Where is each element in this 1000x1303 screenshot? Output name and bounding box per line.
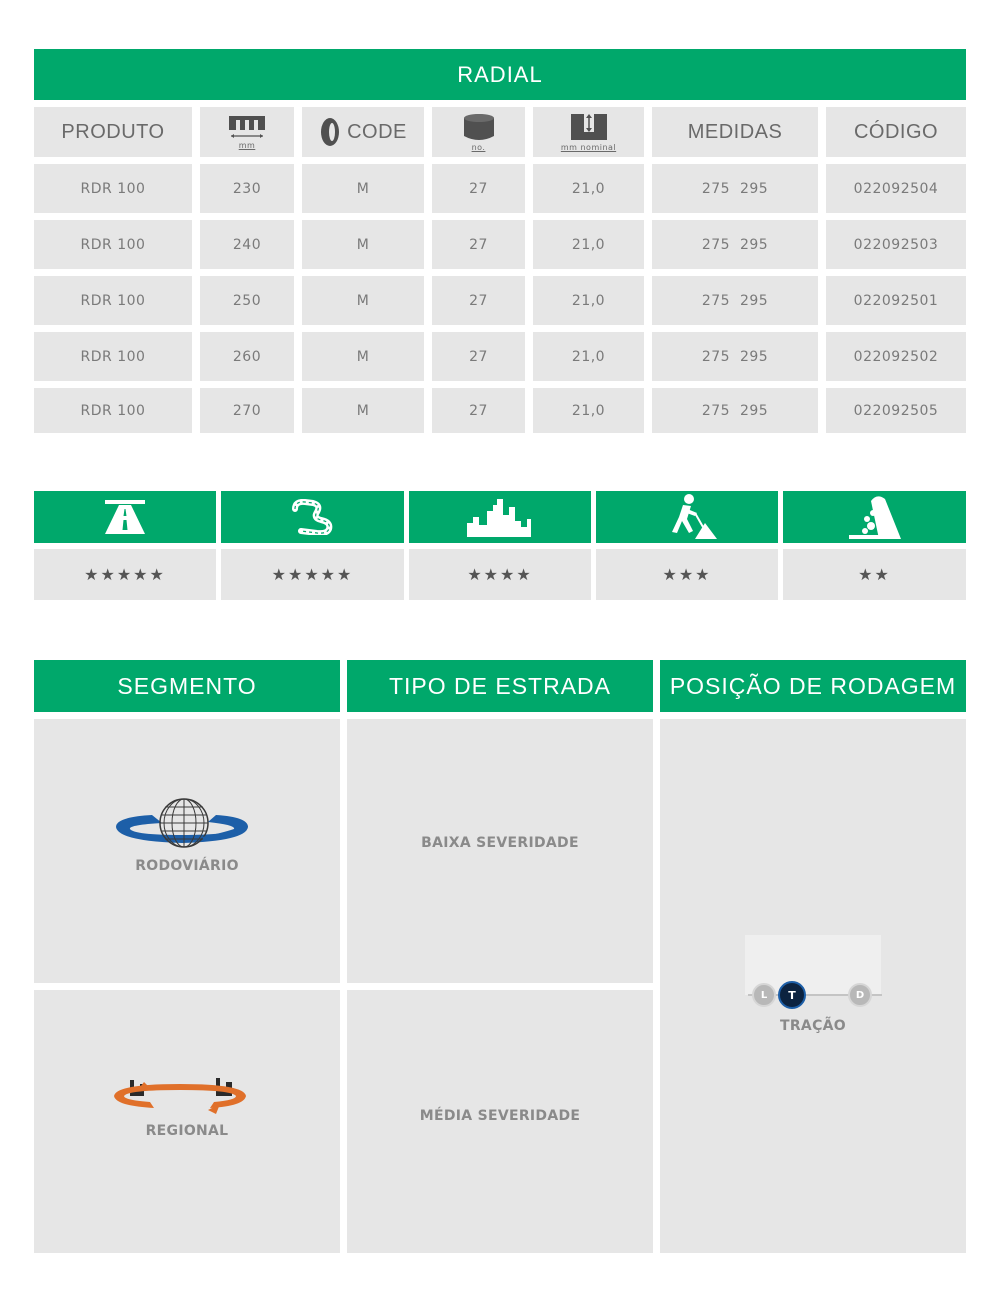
axle-d <box>848 983 872 1007</box>
cell-ply: 27 <box>432 220 525 269</box>
city-icon <box>465 497 535 537</box>
cell-depth: 21,0 <box>533 276 644 325</box>
cell-medidas: 275 295 <box>652 220 818 269</box>
tire-icon <box>319 116 341 148</box>
header-produto <box>34 107 192 157</box>
road-type-media <box>347 990 653 1253</box>
rating-head-construction <box>596 491 778 543</box>
road-type-label-baixa: BAIXA SEVERIDADE <box>421 835 579 851</box>
cell-codigo: 022092504 <box>826 164 966 213</box>
panel-title-tipo-estrada: TIPO DE ESTRADA <box>347 660 653 712</box>
cell-produto: RDR 100 <box>34 220 192 269</box>
cell-produto: RDR 100 <box>34 388 192 433</box>
rating-stars-winding: ★★★★★ <box>221 549 404 600</box>
table-title: RADIAL <box>34 49 966 100</box>
header-code <box>302 107 424 157</box>
cell-width: 270 <box>200 388 294 433</box>
header-width <box>200 107 294 157</box>
cell-codigo: 022092501 <box>826 276 966 325</box>
cell-depth: 21,0 <box>533 220 644 269</box>
axle-t-label: T <box>788 988 796 1002</box>
wheel-position-label: TRAÇÃO <box>780 1018 846 1034</box>
header-codigo-label: CÓDIGO <box>853 120 939 143</box>
axle-t-active <box>778 981 806 1009</box>
cell-produto: RDR 100 <box>34 332 192 381</box>
rating-head-winding <box>221 491 404 543</box>
tread-width-icon <box>227 114 267 140</box>
cell-codigo: 022092503 <box>826 220 966 269</box>
header-ply <box>432 107 525 157</box>
header-produto-label: PRODUTO <box>61 120 165 143</box>
cell-medidas: 275 295 <box>652 164 818 213</box>
cell-medidas: 275 295 <box>652 388 818 433</box>
cell-medidas: 275 295 <box>652 332 818 381</box>
rating-stars-highway: ★★★★★ <box>34 549 216 600</box>
cell-width: 230 <box>200 164 294 213</box>
cell-ply: 27 <box>432 388 525 433</box>
road-type-label-media: MÉDIA SEVERIDADE <box>419 1108 581 1124</box>
ply-rating-icon <box>462 112 496 142</box>
segment-rodoviario <box>34 719 340 983</box>
rating-head-highway <box>34 491 216 543</box>
header-depth <box>533 107 644 157</box>
rating-head-quarry <box>783 491 966 543</box>
header-ply-caption: no. <box>471 143 486 152</box>
wheel-position-panel <box>660 719 966 1253</box>
tread-depth-icon <box>569 112 609 142</box>
header-width-caption: mm <box>238 141 256 150</box>
cell-produto: RDR 100 <box>34 164 192 213</box>
segment-label-regional: REGIONAL <box>145 1123 229 1139</box>
cell-codigo: 022092505 <box>826 388 966 433</box>
header-medidas-label: MEDIDAS <box>687 120 783 143</box>
cell-codigo: 022092502 <box>826 332 966 381</box>
cell-depth: 21,0 <box>533 388 644 433</box>
segment-label-rodoviario: RODOVIÁRIO <box>135 858 239 874</box>
cell-depth: 21,0 <box>533 332 644 381</box>
header-medidas <box>652 107 818 157</box>
rating-head-city <box>409 491 591 543</box>
cell-code: M <box>302 220 424 269</box>
cell-medidas: 275 295 <box>652 276 818 325</box>
quarry-icon <box>845 493 905 541</box>
panel-title-segmento: SEGMENTO <box>34 660 340 712</box>
cell-ply: 27 <box>432 332 525 381</box>
header-code-label: CODE <box>347 120 407 143</box>
cell-ply: 27 <box>432 164 525 213</box>
cell-ply: 27 <box>432 276 525 325</box>
axle-d-label: D <box>855 989 865 1001</box>
axle-l <box>752 983 776 1007</box>
cell-width: 250 <box>200 276 294 325</box>
winding-road-icon <box>287 499 339 535</box>
road-type-baixa <box>347 719 653 983</box>
globe-icon <box>112 797 252 857</box>
rating-stars-quarry: ★★ <box>783 549 966 600</box>
highway-icon <box>99 499 151 535</box>
cell-depth: 21,0 <box>533 164 644 213</box>
header-codigo <box>826 107 966 157</box>
rating-stars-city: ★★★★ <box>409 549 591 600</box>
cell-width: 240 <box>200 220 294 269</box>
cell-code: M <box>302 164 424 213</box>
construction-worker-icon <box>657 493 717 541</box>
cell-width: 260 <box>200 332 294 381</box>
segment-regional <box>34 990 340 1253</box>
rating-stars-construction: ★★★ <box>596 549 778 600</box>
cell-code: M <box>302 276 424 325</box>
regional-city-icon <box>110 1066 250 1116</box>
cell-code: M <box>302 388 424 433</box>
header-depth-caption: mm nominal <box>560 143 617 152</box>
cell-produto: RDR 100 <box>34 276 192 325</box>
axle-l-label: L <box>760 989 768 1001</box>
cell-code: M <box>302 332 424 381</box>
panel-title-posicao: POSIÇÃO DE RODAGEM <box>660 660 966 712</box>
